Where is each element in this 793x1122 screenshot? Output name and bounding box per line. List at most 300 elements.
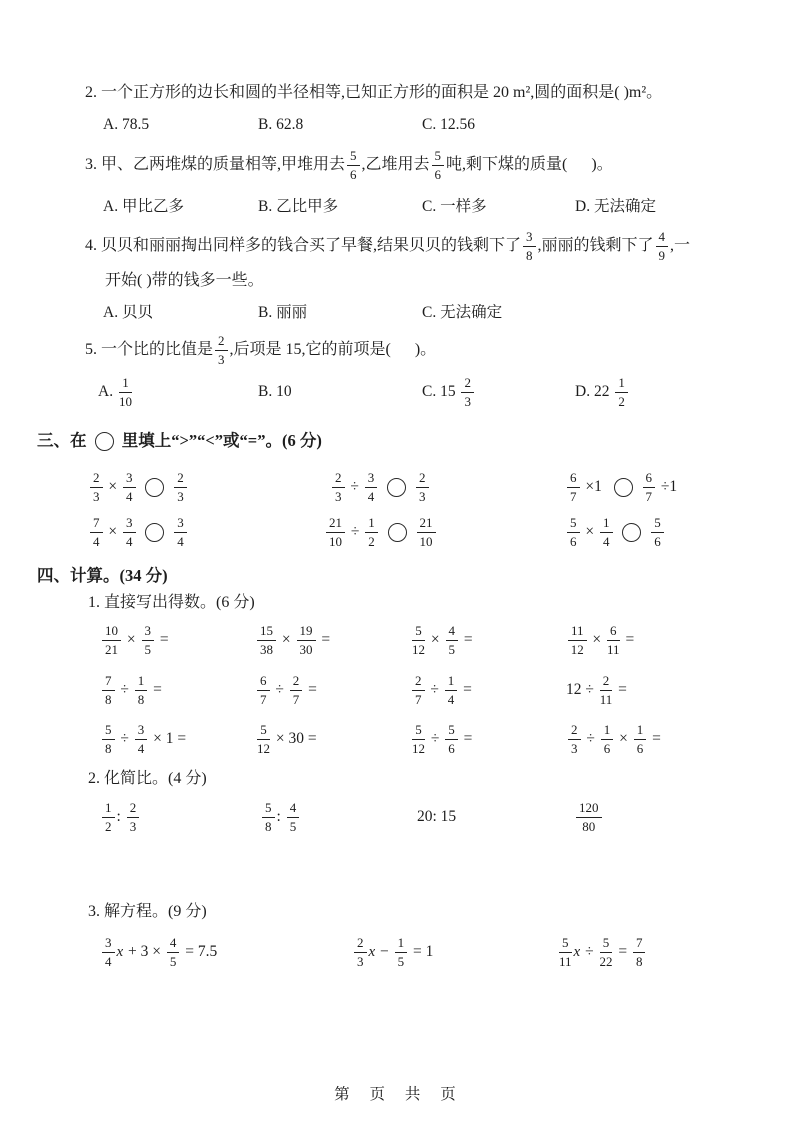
fraction-numerator: 3 xyxy=(523,230,536,247)
fraction-numerator: 5 xyxy=(432,149,445,166)
calc-item-1-1 xyxy=(100,618,169,662)
question-2-text: 2. 一个正方形的边长和圆的半径相等,已知正方形的面积是 20 m²,圆的面积是( )m²。 xyxy=(85,84,663,102)
calc-item-1-2 xyxy=(255,618,330,662)
text-run: A. xyxy=(98,383,117,400)
text-run: × 30 = xyxy=(272,730,317,747)
text-run: × xyxy=(123,631,140,648)
fraction xyxy=(123,471,136,503)
text-run: ,乙堆用去 xyxy=(361,156,430,174)
text-run: ×1 xyxy=(581,478,610,495)
fraction xyxy=(599,936,612,968)
fraction-denominator: 12 xyxy=(570,642,584,657)
text-run: = xyxy=(648,730,661,747)
fraction xyxy=(332,471,345,503)
fraction-numerator: 1 xyxy=(615,376,628,393)
compare-item-1 xyxy=(88,465,189,509)
fraction-numerator: 5 xyxy=(559,936,572,953)
fraction-denominator: 2 xyxy=(105,819,112,834)
fraction-numerator: 21 xyxy=(326,516,345,533)
text-run xyxy=(379,478,383,496)
fraction-denominator: 7 xyxy=(645,489,652,504)
text-run: = xyxy=(621,631,635,648)
fraction xyxy=(102,723,115,755)
calc-subsection-2-label: 2. 化简比。(4 分) xyxy=(88,770,207,788)
fraction xyxy=(102,674,115,706)
equation-1 xyxy=(100,930,217,974)
fraction xyxy=(90,471,103,503)
fraction-numerator: 7 xyxy=(90,516,103,533)
fraction-numerator: 6 xyxy=(257,674,270,691)
text-run: ÷ xyxy=(427,730,444,747)
text-run: × xyxy=(588,631,606,648)
fraction xyxy=(174,471,187,503)
fraction xyxy=(102,801,115,833)
text-run xyxy=(168,478,172,496)
fraction-numerator: 2 xyxy=(416,471,429,488)
fraction-denominator: 7 xyxy=(415,692,422,707)
calc-item-2-2 xyxy=(255,668,317,712)
equation-2 xyxy=(352,930,433,974)
text-run: = xyxy=(459,730,473,747)
section-3-header xyxy=(37,428,322,454)
text-run: × xyxy=(581,523,598,540)
fraction-numerator: 3 xyxy=(123,516,136,533)
fraction xyxy=(633,936,646,968)
fraction-denominator: 6 xyxy=(448,741,455,756)
variable-x: x xyxy=(573,943,581,960)
compare-row-2 xyxy=(0,510,793,554)
comparison-circle xyxy=(388,523,407,542)
fraction xyxy=(365,516,378,548)
fraction-denominator: 5 xyxy=(169,954,177,969)
fraction xyxy=(656,230,669,262)
variable-x: x xyxy=(116,943,124,960)
fraction-numerator: 19 xyxy=(297,624,316,641)
text-run: 里填上“>”“<”或“=”。(6 分) xyxy=(117,431,322,451)
text-run: × xyxy=(104,478,121,495)
fraction-denominator: 30 xyxy=(299,642,313,657)
fraction-numerator: 2 xyxy=(174,471,187,488)
fraction-denominator: 5 xyxy=(397,954,405,969)
text-run xyxy=(138,478,142,496)
fraction-numerator: 3 xyxy=(174,516,187,533)
fraction-numerator: 1 xyxy=(119,376,132,393)
compare-row-1 xyxy=(0,465,793,509)
fraction-numerator: 1 xyxy=(601,723,614,740)
text-run: C. 15 xyxy=(422,383,460,400)
fraction-numerator: 120 xyxy=(576,801,602,818)
fraction-numerator: 1 xyxy=(600,516,613,533)
fraction-numerator: 5 xyxy=(102,723,115,740)
fraction-numerator: 4 xyxy=(446,624,459,641)
text-run: × xyxy=(615,730,632,747)
fraction-denominator: 8 xyxy=(105,692,112,707)
comparison-circle xyxy=(145,478,164,497)
text-run: ÷ xyxy=(271,681,288,698)
section-4-header: 四、计算。(34 分) xyxy=(37,566,168,586)
q3-option-c: C. 一样多 xyxy=(422,198,487,215)
fraction xyxy=(123,516,136,548)
fraction-denominator: 7 xyxy=(570,489,577,504)
fraction xyxy=(257,723,270,755)
text-run: 12 ÷ xyxy=(566,681,598,698)
text-run: ÷ xyxy=(582,730,599,747)
calc-item-1-4 xyxy=(566,618,634,662)
fraction-numerator: 2 xyxy=(90,471,103,488)
fraction xyxy=(600,516,613,548)
text-run: : xyxy=(276,808,285,825)
fraction-denominator: 21 xyxy=(105,642,118,657)
fraction xyxy=(102,624,121,656)
calc-subsection-1-label: 1. 直接写出得数。(6 分) xyxy=(88,594,255,612)
fraction-denominator: 8 xyxy=(635,954,643,969)
fraction xyxy=(297,624,316,656)
variable-x: x xyxy=(368,943,376,960)
fraction-numerator: 7 xyxy=(633,936,646,953)
fraction-numerator: 6 xyxy=(567,471,580,488)
fraction-denominator: 4 xyxy=(177,534,184,549)
q5-option-d xyxy=(575,370,630,414)
text-run xyxy=(138,523,142,541)
fraction-denominator: 80 xyxy=(582,819,596,834)
text-run: = xyxy=(460,631,473,648)
text-run: 3. 甲、乙两堆煤的质量相等,甲堆用去 xyxy=(85,156,346,174)
question-4-text-line1 xyxy=(85,224,690,268)
fraction-numerator: 11 xyxy=(568,624,587,641)
fraction-numerator: 5 xyxy=(412,624,425,641)
text-run xyxy=(645,523,649,541)
text-run: ,后项是 15,它的前项是( )。 xyxy=(229,341,437,359)
fraction xyxy=(567,471,580,503)
calc-item-1-3 xyxy=(410,618,473,662)
fraction-numerator: 2 xyxy=(412,674,425,691)
fraction-denominator: 3 xyxy=(419,489,426,504)
fraction xyxy=(615,376,628,408)
fraction-denominator: 3 xyxy=(129,819,137,834)
fraction-numerator: 5 xyxy=(347,149,360,166)
fraction xyxy=(445,674,458,706)
fraction-numerator: 3 xyxy=(142,624,155,641)
fraction-numerator: 3 xyxy=(365,471,378,488)
fraction-denominator: 3 xyxy=(571,741,578,756)
fraction-numerator: 1 xyxy=(395,936,408,953)
text-run xyxy=(637,478,641,496)
text-run: × xyxy=(278,631,295,648)
text-run: = xyxy=(317,631,331,648)
text-run: − xyxy=(376,943,393,960)
fraction xyxy=(567,516,580,548)
fraction-numerator: 2 xyxy=(215,334,228,351)
fraction xyxy=(568,624,587,656)
fraction-denominator: 9 xyxy=(658,248,666,263)
comparison-circle xyxy=(145,523,164,542)
fraction-denominator: 10 xyxy=(419,534,433,549)
compare-item-6 xyxy=(565,510,666,554)
fraction-denominator: 4 xyxy=(93,534,100,549)
question-3-text xyxy=(85,143,613,187)
fraction xyxy=(568,723,581,755)
fraction xyxy=(102,936,115,968)
fraction-denominator: 10 xyxy=(329,534,342,549)
text-run: = xyxy=(304,681,317,698)
fraction-numerator: 2 xyxy=(127,801,140,818)
fraction-denominator: 8 xyxy=(105,741,112,756)
fraction-numerator: 4 xyxy=(287,801,300,818)
text-run: 吨,剩下煤的质量( )。 xyxy=(446,156,613,174)
fraction-numerator: 21 xyxy=(417,516,436,533)
fraction xyxy=(215,334,228,366)
fraction-denominator: 4 xyxy=(126,534,133,549)
fraction-denominator: 6 xyxy=(570,534,577,549)
simplify-item-3: 20: 15 xyxy=(417,808,457,825)
fraction-denominator: 8 xyxy=(265,819,272,834)
fraction xyxy=(354,936,367,968)
simplify-row xyxy=(0,795,793,839)
fraction xyxy=(135,674,148,706)
text-run: 5. 一个比的比值是 xyxy=(85,341,214,359)
fraction-denominator: 3 xyxy=(177,489,184,504)
text-run xyxy=(168,523,172,541)
fraction-numerator: 1 xyxy=(135,674,148,691)
question-2-options xyxy=(0,112,793,138)
page-footer: 第 页 共 页 xyxy=(334,1085,459,1103)
fraction xyxy=(174,516,187,548)
fraction-numerator: 3 xyxy=(102,936,115,953)
compare-item-3 xyxy=(565,465,677,509)
fraction-denominator: 4 xyxy=(105,954,112,969)
calc-item-2-1 xyxy=(100,668,162,712)
fraction-numerator: 2 xyxy=(354,936,367,953)
question-5-text xyxy=(85,328,436,372)
q2-option-c: C. 12.56 xyxy=(422,116,475,133)
fraction-numerator: 5 xyxy=(600,936,613,953)
fraction-numerator: 5 xyxy=(257,723,270,740)
fraction xyxy=(651,516,664,548)
calc-subsection-3-label: 3. 解方程。(9 分) xyxy=(88,903,207,921)
fraction xyxy=(576,801,602,833)
fraction xyxy=(90,516,103,548)
compare-item-2 xyxy=(330,465,431,509)
fraction-denominator: 11 xyxy=(599,692,613,707)
fraction-denominator: 7 xyxy=(260,692,267,707)
text-run xyxy=(615,523,619,541)
fraction-denominator: 8 xyxy=(526,248,533,263)
fraction xyxy=(167,936,180,968)
fraction-denominator: 4 xyxy=(603,534,610,549)
text-run xyxy=(411,523,415,541)
fraction-numerator: 6 xyxy=(607,624,620,641)
fraction-denominator: 6 xyxy=(434,167,442,182)
comparison-circle xyxy=(95,432,114,451)
fraction-denominator: 4 xyxy=(126,489,133,504)
text-run: ,一 xyxy=(670,237,691,255)
calc-item-2-4 xyxy=(566,668,627,712)
fraction-numerator: 5 xyxy=(445,723,458,740)
fraction xyxy=(634,723,647,755)
fraction-numerator: 1 xyxy=(102,801,115,818)
fraction-denominator: 3 xyxy=(335,489,342,504)
fraction xyxy=(523,230,536,262)
fraction-numerator: 5 xyxy=(262,801,275,818)
fraction-numerator: 6 xyxy=(643,471,656,488)
fraction xyxy=(347,149,360,181)
fraction-denominator: 8 xyxy=(137,692,145,707)
text-run: ,丽丽的钱剩下了 xyxy=(537,237,654,255)
text-run: ÷ xyxy=(581,943,598,960)
text-run: ÷ xyxy=(116,681,133,698)
fraction-denominator: 22 xyxy=(599,954,613,969)
q4-option-b: B. 丽丽 xyxy=(258,304,308,321)
text-run: + 3 × xyxy=(124,943,165,960)
fraction xyxy=(119,376,132,408)
q3-option-a: A. 甲比乙多 xyxy=(103,198,184,215)
calc-row-3 xyxy=(0,717,793,761)
fraction-denominator: 4 xyxy=(447,692,455,707)
simplify-item-4 xyxy=(574,795,604,839)
fraction-numerator: 1 xyxy=(634,723,647,740)
fraction-denominator: 2 xyxy=(618,394,625,409)
equation-3 xyxy=(557,930,647,974)
fraction-denominator: 3 xyxy=(464,394,471,409)
fraction xyxy=(607,624,620,656)
fraction xyxy=(416,471,429,503)
fraction xyxy=(142,624,155,656)
fraction-denominator: 6 xyxy=(636,741,644,756)
text-run: = xyxy=(614,943,631,960)
fraction xyxy=(412,674,425,706)
text-run: = xyxy=(149,681,162,698)
q3-option-d: D. 无法确定 xyxy=(575,198,656,215)
fraction-numerator: 7 xyxy=(102,674,115,691)
text-run: × xyxy=(104,523,121,540)
fraction-denominator: 2 xyxy=(368,534,375,549)
text-run: = 7.5 xyxy=(181,943,218,960)
fraction-numerator: 5 xyxy=(651,516,664,533)
fraction-numerator: 4 xyxy=(656,230,669,247)
fraction-denominator: 3 xyxy=(93,489,100,504)
text-run: = xyxy=(156,631,169,648)
comparison-circle xyxy=(614,478,633,497)
text-run: × 1 = xyxy=(149,730,187,747)
fraction xyxy=(287,801,300,833)
calc-item-2-3 xyxy=(410,668,472,712)
fraction xyxy=(412,624,425,656)
text-run: ÷ xyxy=(346,478,363,495)
fraction-numerator: 2 xyxy=(568,723,581,740)
calc-item-3-1 xyxy=(100,717,186,761)
fraction xyxy=(461,376,474,408)
fraction xyxy=(417,516,436,548)
fraction-numerator: 10 xyxy=(102,624,121,641)
fraction-denominator: 5 xyxy=(144,642,151,657)
text-run: : xyxy=(116,808,125,825)
fraction-numerator: 5 xyxy=(412,723,425,740)
q3-option-b: B. 乙比甲多 xyxy=(258,198,339,215)
fraction-numerator: 3 xyxy=(123,471,136,488)
fraction-denominator: 11 xyxy=(559,954,572,969)
fraction xyxy=(643,471,656,503)
fraction-numerator: 5 xyxy=(567,516,580,533)
q2-option-b: B. 62.8 xyxy=(258,116,304,133)
fraction-denominator: 12 xyxy=(412,741,425,756)
fraction-denominator: 6 xyxy=(603,741,611,756)
fraction xyxy=(135,723,148,755)
fraction-numerator: 4 xyxy=(167,936,180,953)
fraction xyxy=(600,674,613,706)
fraction xyxy=(432,149,445,181)
fraction xyxy=(127,801,140,833)
fraction xyxy=(257,674,270,706)
fraction xyxy=(601,723,614,755)
fraction-denominator: 10 xyxy=(118,394,132,409)
text-run xyxy=(380,523,384,541)
fraction-numerator: 1 xyxy=(445,674,458,691)
calc-row-2 xyxy=(0,668,793,712)
q5-option-b: B. 10 xyxy=(258,383,292,400)
text-run: ÷ xyxy=(426,681,443,698)
fraction xyxy=(365,471,378,503)
fraction-denominator: 4 xyxy=(367,489,375,504)
fraction-denominator: 5 xyxy=(448,642,455,657)
question-4-options xyxy=(0,298,793,324)
q2-option-a: A. 78.5 xyxy=(103,116,150,133)
fraction-denominator: 38 xyxy=(260,642,273,657)
fraction xyxy=(412,723,425,755)
fraction xyxy=(290,674,303,706)
q5-option-c xyxy=(422,370,476,414)
fraction-denominator: 11 xyxy=(607,642,620,657)
q4-option-c: C. 无法确定 xyxy=(422,304,503,321)
question-5-options xyxy=(0,370,793,414)
equation-row xyxy=(0,930,793,974)
text-run: × xyxy=(427,631,444,648)
simplify-item-2 xyxy=(260,795,301,839)
calc-item-3-2 xyxy=(255,717,317,761)
text-run: ÷ xyxy=(116,730,133,747)
fraction-denominator: 6 xyxy=(654,534,661,549)
fraction-numerator: 2 xyxy=(290,674,303,691)
text-run: = 1 xyxy=(409,943,434,960)
fraction-numerator: 3 xyxy=(135,723,148,740)
text-run: = xyxy=(459,681,472,698)
fraction xyxy=(395,936,408,968)
text-run: D. 22 xyxy=(575,383,614,400)
fraction-denominator: 3 xyxy=(218,352,225,367)
fraction xyxy=(257,624,276,656)
fraction xyxy=(326,516,345,548)
fraction xyxy=(262,801,275,833)
fraction xyxy=(445,723,458,755)
fraction-numerator: 2 xyxy=(332,471,345,488)
text-run: ÷ xyxy=(347,523,364,540)
fraction-denominator: 5 xyxy=(289,819,297,834)
comparison-circle xyxy=(622,523,641,542)
fraction-denominator: 12 xyxy=(412,642,425,657)
compare-item-4 xyxy=(88,510,189,554)
text-run xyxy=(410,478,414,496)
question-4-text-line2: 开始( )带的钱多一些。 xyxy=(105,272,264,290)
fraction-denominator: 7 xyxy=(292,692,300,707)
fraction xyxy=(559,936,572,968)
fraction-denominator: 3 xyxy=(357,954,364,969)
q4-option-a: A. 贝贝 xyxy=(103,304,153,321)
fraction-numerator: 2 xyxy=(600,674,613,691)
text-run: ÷1 xyxy=(657,478,678,495)
fraction-denominator: 4 xyxy=(137,741,145,756)
fraction-denominator: 12 xyxy=(257,741,270,756)
fraction-denominator: 6 xyxy=(350,167,357,182)
fraction-numerator: 2 xyxy=(461,376,474,393)
